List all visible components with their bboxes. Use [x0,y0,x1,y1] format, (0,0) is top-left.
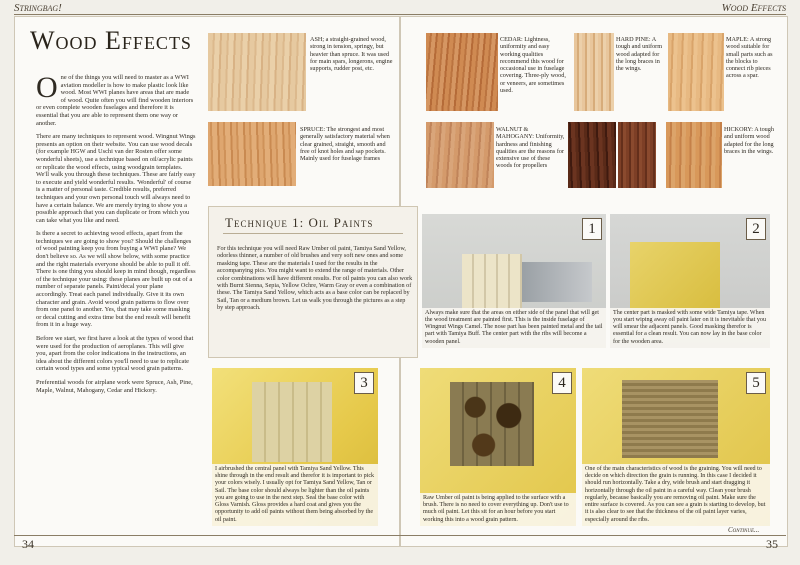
article-title: Wood Effects [30,26,192,55]
step-1-metal [522,262,592,302]
step-4-number: 4 [552,372,572,394]
article-body [36,74,196,514]
mahogany-swatch [618,122,656,188]
paragraph-4: Before we start, we first have a look at the types of wood that were used for the production of aeroplanes. This will give you, apart from the color indications in the instructions, an idea about the different colors you'll need to use to replicate certain wood types and some typical wood grain patterns. [36,335,194,373]
step-4-panel [450,382,534,466]
walnut-caption: WALNUT & MAHOGANY: Uniformity, hardness and finishing qualities are the reasons for extensive use of these woods for propellers [496,126,565,170]
ash-caption: ASH; a straight-grained wood, strong in tension, springy, but heavier than spruce. It was used for main spars, longerons, engine supports, rudder post, etc. [310,36,393,73]
maple-caption: MAPLE: A strong wood suitable for small parts such as the blocks to connect rib pieces across a spar. [726,36,773,80]
technique-box [208,206,418,358]
technique-rule [223,233,403,234]
walnut-light-swatch [426,122,494,188]
technique-text: For this technique you will need Raw Umber oil paint, Tamiya Sand Yellow, odorless thinner, a number of old brushes and very soft new ones and some masking tape. These are the materials I used for the results in the accompanying pics. You might want to extend the range of materials. Other color combinations will have different results. For oil paints you can also work with Burnt Sienna, Sepia, Yellow Ochre, Warm Gray or even a combination of these. The Tamiya Sand Yellow, which acts as a base color can be replaced by Sail, Tan or a medium brown. Let us walk you through the pictures as a step by step approach. [217,245,413,312]
hardpine-swatch [574,33,614,111]
step-5-photo [582,368,770,526]
paragraph-3: Is there a secret to achieving wood effects, apart from the techniques we are going to show you? Should the challenges of wood painting keep you from buying a WWI plane? We don't believe so. As we will show below, with some practice and the right materials everyone should be able to pull it off. There is one thing you should keep in mind though, regardless of the technique your using: these planes are built up out of a number of separate panels. Paint/decal your plane accordingly. Treat each panel individually. Give it its own character and grain. Avoid wood grain patterns to flow over from one panel to another. Yes, that may take some masking or decal cutting and extra time but the end result will benefit from it in a huge way. [36,230,196,329]
hickory-caption: HICKORY: A tough and uniform wood adapted for the long braces in the wings. [724,126,774,155]
walnut-swatch [568,122,616,188]
footer-rule [14,535,786,536]
hickory-swatch [666,122,722,188]
hardpine-caption: HARD PINE: A tough and uniform wood adapted for the long braces in the wings. [616,36,663,73]
drop-cap: O [36,74,58,104]
step-2-tape [630,242,720,312]
step-2-photo [610,214,770,348]
spruce-swatch [208,122,296,186]
step-1-number: 1 [582,218,602,240]
page-number-left: 34 [22,537,34,551]
step-3-photo [212,368,378,526]
header-rule [14,14,786,15]
step-3-number: 3 [354,372,374,394]
cedar-swatch [426,33,498,111]
step-2-number: 2 [746,218,766,240]
step-1-photo [422,214,606,348]
maple-swatch [668,33,724,111]
step-4-caption: Raw Umber oil paint is being applied to the surface with a brush. There is no need to cover everything up. Don't use to much oil paint. Let this sit for an hour before you start working this into a wood grain pattern. [420,493,576,526]
page-number-right: 35 [766,537,778,551]
header-left: Stringbag! [14,2,62,14]
step-2-caption: The center part is masked with some wide Tamiya tape. When you start wiping away oil paint later on it is inevitable that you will smear the adjacent panels. Good masking therefor is essential for a clean result. You can now lay in the base color for the wooden area. [610,308,770,348]
step-1-caption: Always make sure that the areas on either side of the panel that will get the wood treatment are painted first. This is the inside fuselage of Wingnut Wings Camel. The nose part has been painted metal and the tail part with Tamiya Buff. The center part with the ribs will become a wooden panel. [422,308,606,348]
ash-swatch [208,33,306,111]
step-3-caption: I airbrushed the central panel with Tamiya Sand Yellow. This shine through in the end result and therefor it is important to pick your colors wisely. I usually opt for Tamiya Sand Yellow, Tan or Sail. The base color should always be lighter than the oil paints you are going to use in the next step. Seal the base color with Gloss Varnish. Gloss provides a hard coat and gives you the opportunity to add oil paints without them being absorbed by the oil paint. [212,464,378,526]
step-3-panel [252,382,332,462]
cedar-caption: CEDAR: Lightness, uniformity and easy working qualities recommend this wood for occasional use in fuselage covering. Three-ply wood, or veneers, are sometimes used. [500,36,566,95]
step-5-panel [622,380,718,458]
step-4-photo [420,368,576,526]
header-right: Wood Effects [721,2,786,14]
paragraph-5: Preferential woods for airplane work were Spruce, Ash, Pine, Maple, Walnut, Mahogany, Cedar and Hickory. [36,378,193,394]
continue-label: Continue... [728,526,760,534]
paragraph-2: There are many techniques to represent wood. Wingnut Wings presents an option on their website. You can use wood decals (for example HGW and Uschi van der Rosten offer some wonderful sheets), use a technique based on oil/acrylic paints or replicate the wood effects, using woodgrain templates. We'll walk you through these techniques. These are fairly easy to execute and yield wonderful results. 'Wonderful' of course is a matter of personal taste. Credible results, preferred techniques and your own personal touch will always need to have a certain balance. We are merely trying to show you a possible approach that you can duplicate or from which you can take what you like and need. [36,133,196,224]
step-5-number: 5 [746,372,766,394]
spruce-caption: SPRUCE: The strongest and most generally satisfactory material when clear grained, straight, smooth and free of knot holes and sap pockets. Mainly used for fuselage frames [300,126,390,163]
step-5-caption: One of the main characteristics of wood is the graining. You will need to decide on which direction the grain is running. In this case I decided it should run horizontally. Take a dry, wide brush and start dragging it horizontally through the oil paint in a careful way. Clean your brush regularly, because basically you are removing oil paint. Make sure the entire surface is covered. As you can see a grain is starting to develop, but it is also clear to see that the thickness of the oil paint layer varies, especially around the ribs. [582,464,770,526]
step-1-panel [462,254,522,314]
technique-title: Technique 1: Oil Paints [225,215,374,230]
intro-paragraph: ne of the things you will need to master as a WWI aviation modeller is how to make plastic look like wood. Most WWI planes have areas that are made of wood. Quite often you will find wooden interiors or even complete wooden fuselages and therefore it is essential that you are able to represent them one way or another. [36,74,194,127]
